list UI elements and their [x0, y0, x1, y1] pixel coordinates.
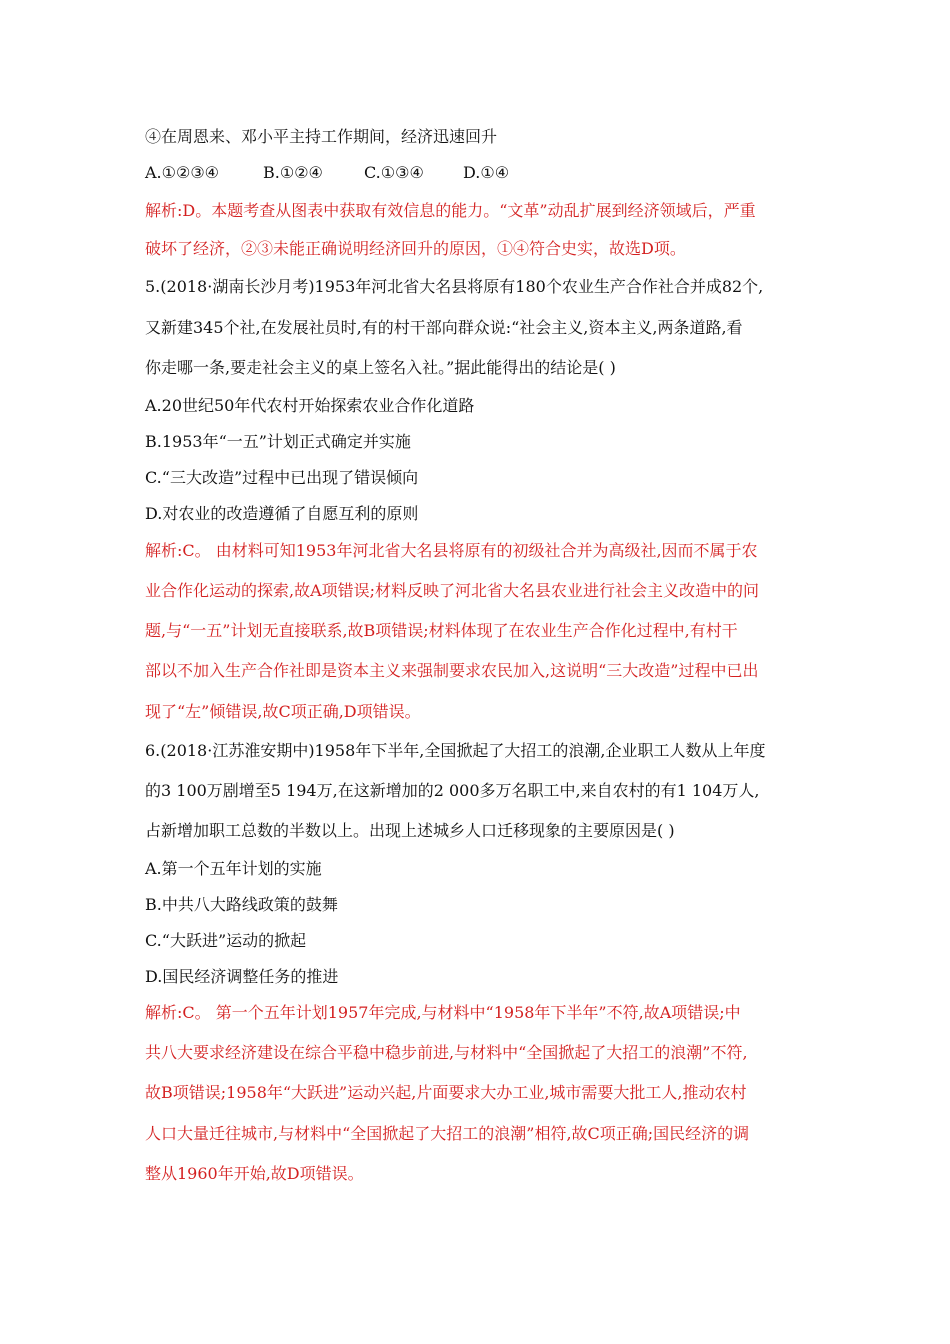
q4-options: [145, 162, 509, 184]
q4-option-a: A.①②③④: [145, 163, 220, 182]
q6-analysis-line-1: 解析:C。 第一个五年计划1957年完成,与材料中“1958年下半年”不符,故A项错误;中: [145, 1003, 741, 1022]
q4-option-d: D.①④: [463, 163, 510, 182]
q5-option-a: A.20世纪50年代农村开始探索农业合作化道路: [145, 396, 475, 415]
q6-stem-line-1: 6.(2018·江苏淮安期中)1958年下半年,全国掀起了大招工的浪潮,企业职工人数从上年度: [145, 741, 766, 760]
q5-analysis-line-3: 题,与“一五”计划无直接联系,故B项错误;材料体现了在农业生产合作化过程中,有村干: [145, 621, 738, 640]
q5-analysis-line-5: 现了“左”倾错误,故C项正确,D项错误。: [145, 702, 421, 721]
q6-analysis-line-2: 共八大要求经济建设在综合平稳中稳步前进,与材料中“全国掀起了大招工的浪潮”不符,: [145, 1043, 748, 1062]
q4-option-b: B.①②④: [263, 163, 323, 182]
q6-option-c: C.“大跃进”运动的掀起: [145, 931, 307, 950]
q5-analysis-line-2: 业合作化运动的探索,故A项错误;材料反映了河北省大名县农业进行社会主义改造中的问: [145, 581, 760, 600]
q5-stem-line-1: 5.(2018·湖南长沙月考)1953年河北省大名县将原有180个农业生产合作社合并成82个,: [145, 277, 764, 296]
q5-stem-line-2: 又新建345个社,在发展社员时,有的村干部向群众说:“社会主义,资本主义,两条道路,看: [145, 318, 743, 337]
q4-statement-4: ④在周恩来、邓小平主持工作期间，经济迅速回升: [145, 127, 498, 146]
q6-analysis-line-4: 人口大量迁往城市,与材料中“全国掀起了大招工的浪潮”相符,故C项正确;国民经济的调: [145, 1124, 750, 1143]
q6-analysis-line-5: 整从1960年开始,故D项错误。: [145, 1164, 364, 1183]
q4-analysis-line-1: 解析:D。本题考查从图表中获取有效信息的能力。“文革”动乱扩展到经济领域后，严重: [145, 201, 756, 220]
q6-analysis-line-3: 故B项错误;1958年“大跃进”运动兴起,片面要求大办工业,城市需要大批工人,推动农村: [145, 1083, 747, 1102]
q6-option-b: B.中共八大路线政策的鼓舞: [145, 895, 338, 914]
q6-option-a: A.第一个五年计划的实施: [145, 859, 322, 878]
q5-option-c: C.“三大改造”过程中已出现了错误倾向: [145, 468, 419, 487]
q6-option-d: D.国民经济调整任务的推进: [145, 967, 339, 986]
q4-analysis-line-2: 破坏了经济，②③未能正确说明经济回升的原因，①④符合史实，故选D项。: [145, 239, 686, 258]
q4-option-c: C.①③④: [364, 163, 424, 182]
q5-option-d: D.对农业的改造遵循了自愿互利的原则: [145, 504, 419, 523]
q6-stem-line-2: 的3 100万剧增至5 194万,在这新增加的2 000多万名职工中,来自农村的有1 104万人,: [145, 781, 760, 800]
q5-option-b: B.1953年“一五”计划正式确定并实施: [145, 432, 411, 451]
q6-stem-line-3: 占新增加职工总数的半数以上。出现上述城乡人口迁移现象的主要原因是( ): [145, 821, 675, 840]
q5-analysis-line-1: 解析:C。 由材料可知1953年河北省大名县将原有的初级社合并为高级社,因而不属于农: [145, 541, 758, 560]
q5-stem-line-3: 你走哪一条,要走社会主义的桌上签名入社。”据此能得出的结论是( ): [145, 358, 616, 377]
q5-analysis-line-4: 部以不加入生产合作社即是资本主义来强制要求农民加入,这说明“三大改造”过程中已出: [145, 661, 759, 680]
